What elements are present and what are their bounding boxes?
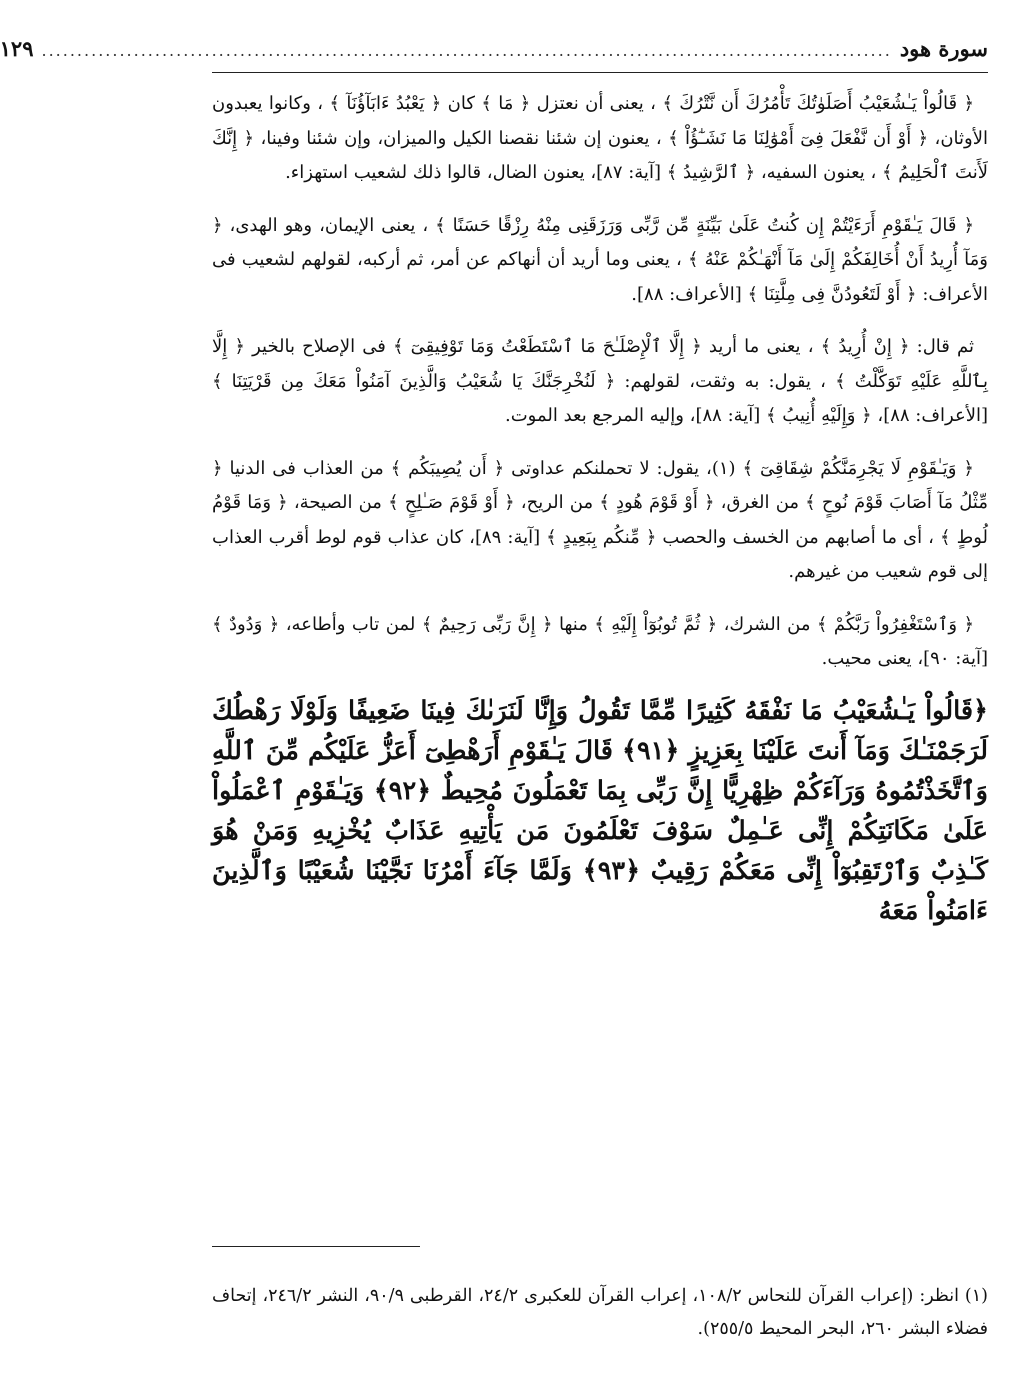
- commentary-paragraph: ثم قال: ﴿ إِنْ أُرِيدُ ﴾ ، يعنى ما أريد ﴿ إِلَّا ٱلْإِصْلَـٰحَ مَا ٱسْتَطَعْتُ وَمَا تَوْفِيقِىٓ ﴾ فى الإصلاح بالخير ﴿ إِلَّا بِٱللَّهِ عَلَيْهِ تَوَكَّلْتُ ﴾ ، يقول: به وثقت، لقولهم: ﴿ لَنُخْرِجَنَّكَ يَا شُعَيْبُ وَالَّذِينَ آمَنُواْ مَعَكَ مِن قَرْيَتِنَا ﴾ [الأعراف: ٨٨]، ﴿ وَإِلَيْهِ أُنِيبُ ﴾ [آية: ٨٨]، وإليه المرجع بعد الموت.: [212, 336, 988, 426]
- footnote: (١) انظر: (إعراب القرآن للنحاس ١٠٨/٢، إعراب القرآن للعكبرى ٢٤/٢، القرطبى ٩٠/٩، النشر ٢٤٦/٢، إتحاف فضلاء البشر ٢٦٠، البحر المحيط ٢٥٥/٥).: [212, 1285, 988, 1339]
- header-leader-dots: ........................................................................................................................: [41, 41, 892, 60]
- book-page: [0, 36, 988, 1339]
- page-header: [0, 36, 988, 73]
- surah-title: سورة هود: [899, 36, 988, 61]
- commentary-paragraph: ﴿ وَٱسْتَغْفِرُواْ رَبَّكُمْ ﴾ من الشرك، ﴿ ثُمَّ تُوبُوٓاْ إِلَيْهِ ﴾ منها ﴿ إِنَّ رَبِّى رَحِيمٌ ﴾ لمن تاب وأطاعه، ﴿ وَدُودٌ ﴾ [آية: ٩٠]، يعنى محيب.: [212, 613, 988, 669]
- commentary-paragraph: ﴿ قَالَ يَـٰقَوْمِ أَرَءَيْتُمْ إِن كُنتُ عَلَىٰ بَيِّنَةٍ مِّن رَّبِّى وَرَزَقَنِى مِنْهُ رِزْقًا حَسَنًا ﴾ ، يعنى الإيمان، وهو الهدى، ﴿ وَمَآ أُرِيدُ أَنْ أُخَالِفَكُمْ إِلَىٰ مَآ أَنْهَـٰكُمْ عَنْهُ ﴾ ، يعنى وما أريد أن أنهاكم عن أمر، ثم أركبه، لقولهم لشعيب فى الأعراف: ﴿ أَوْ لَتَعُودُنَّ فِى مِلَّتِنَا ﴾ [الأعراف: ٨٨].: [212, 214, 988, 305]
- footnote-separator: [212, 1246, 420, 1247]
- commentary-paragraph: ﴿ وَيَـٰقَوْمِ لَا يَجْرِمَنَّكُمْ شِقَاقِىٓ ﴾ (١)، يقول: لا تحملنكم عداوتى ﴿ أَن يُصِيبَكُم ﴾ من العذاب فى الدنيا ﴿ مِّثْلُ مَآ أَصَابَ قَوْمَ نُوحٍ ﴾ من الغرق، ﴿ أَوْ قَوْمَ هُودٍ ﴾ من الريح، ﴿ أَوْ قَوْمَ صَـٰلِحٍ ﴾ من الصيحة، ﴿ وَمَا قَوْمُ لُوطٍ ﴾ ، أى ما أصابهم من الخسف والحصب ﴿ مِّنكُم بِبَعِيدٍ ﴾ [آية: ٨٩]، كان عذاب قوم لوط أقرب العذاب إلى قوم شعيب من غيرهم.: [212, 457, 988, 582]
- page-number: ١٢٩: [0, 36, 34, 61]
- quran-verses-block: ﴿قَالُواْ يَـٰشُعَيْبُ مَا نَفْقَهُ كَثِيرًا مِّمَّا تَقُولُ وَإِنَّا لَنَرَىٰكَ فِينَا ضَعِيفًا وَلَوْلَا رَهْطُكَ لَرَجَمْنَـٰكَ وَمَآ أَنتَ عَلَيْنَا بِعَزِيزٍ ﴿٩١﴾ قَالَ يَـٰقَوْمِ أَرَهْطِىٓ أَعَزُّ عَلَيْكُم مِّنَ ٱللَّهِ وَٱتَّخَذْتُمُوهُ وَرَآءَكُمْ ظِهْرِيًّا إِنَّ رَبِّى بِمَا تَعْمَلُونَ مُحِيطٌ ﴿٩٢﴾ وَيَـٰقَوْمِ ٱعْمَلُواْ عَلَىٰ مَكَانَتِكُمْ إِنِّى عَـٰمِلٌ سَوْفَ تَعْلَمُونَ مَن يَأْتِيهِ عَذَابٌ يُخْزِيهِ وَمَنْ هُوَ كَـٰذِبٌ وَٱرْتَقِبُوٓاْ إِنِّى مَعَكُمْ رَقِيبٌ ﴿٩٣﴾ وَلَمَّا جَآءَ أَمْرُنَا نَجَّيْنَا شُعَيْبًا وَٱلَّذِينَ ءَامَنُواْ مَعَهُ: [212, 695, 988, 926]
- commentary-paragraph: ﴿ قَالُواْ يَـٰشُعَيْبُ أَصَلَوٰتُكَ تَأْمُرُكَ أَن نَّتْرُكَ ﴾ ، يعنى أن نعتزل ﴿ مَا ﴾ كان ﴿ يَعْبُدُ ءَابَآؤُنَآ ﴾ ، وكانوا يعبدون الأوثان، ﴿ أَوْ أَن نَّفْعَلَ فِىٓ أَمْوَٰلِنَا مَا نَشَـٰٓؤُاْ ﴾ ، يعنون إن شئنا نقصنا الكيل والميزان، وإن شئنا وفينا، ﴿ إِنَّكَ لَأَنتَ ٱلْحَلِيمُ ﴾ ، يعنون السفيه، ﴿ ٱلرَّشِيدُ ﴾ [آية: ٨٧]، يعنون الضال، قالوا ذلك لشعيب استهزاء.: [212, 93, 988, 183]
